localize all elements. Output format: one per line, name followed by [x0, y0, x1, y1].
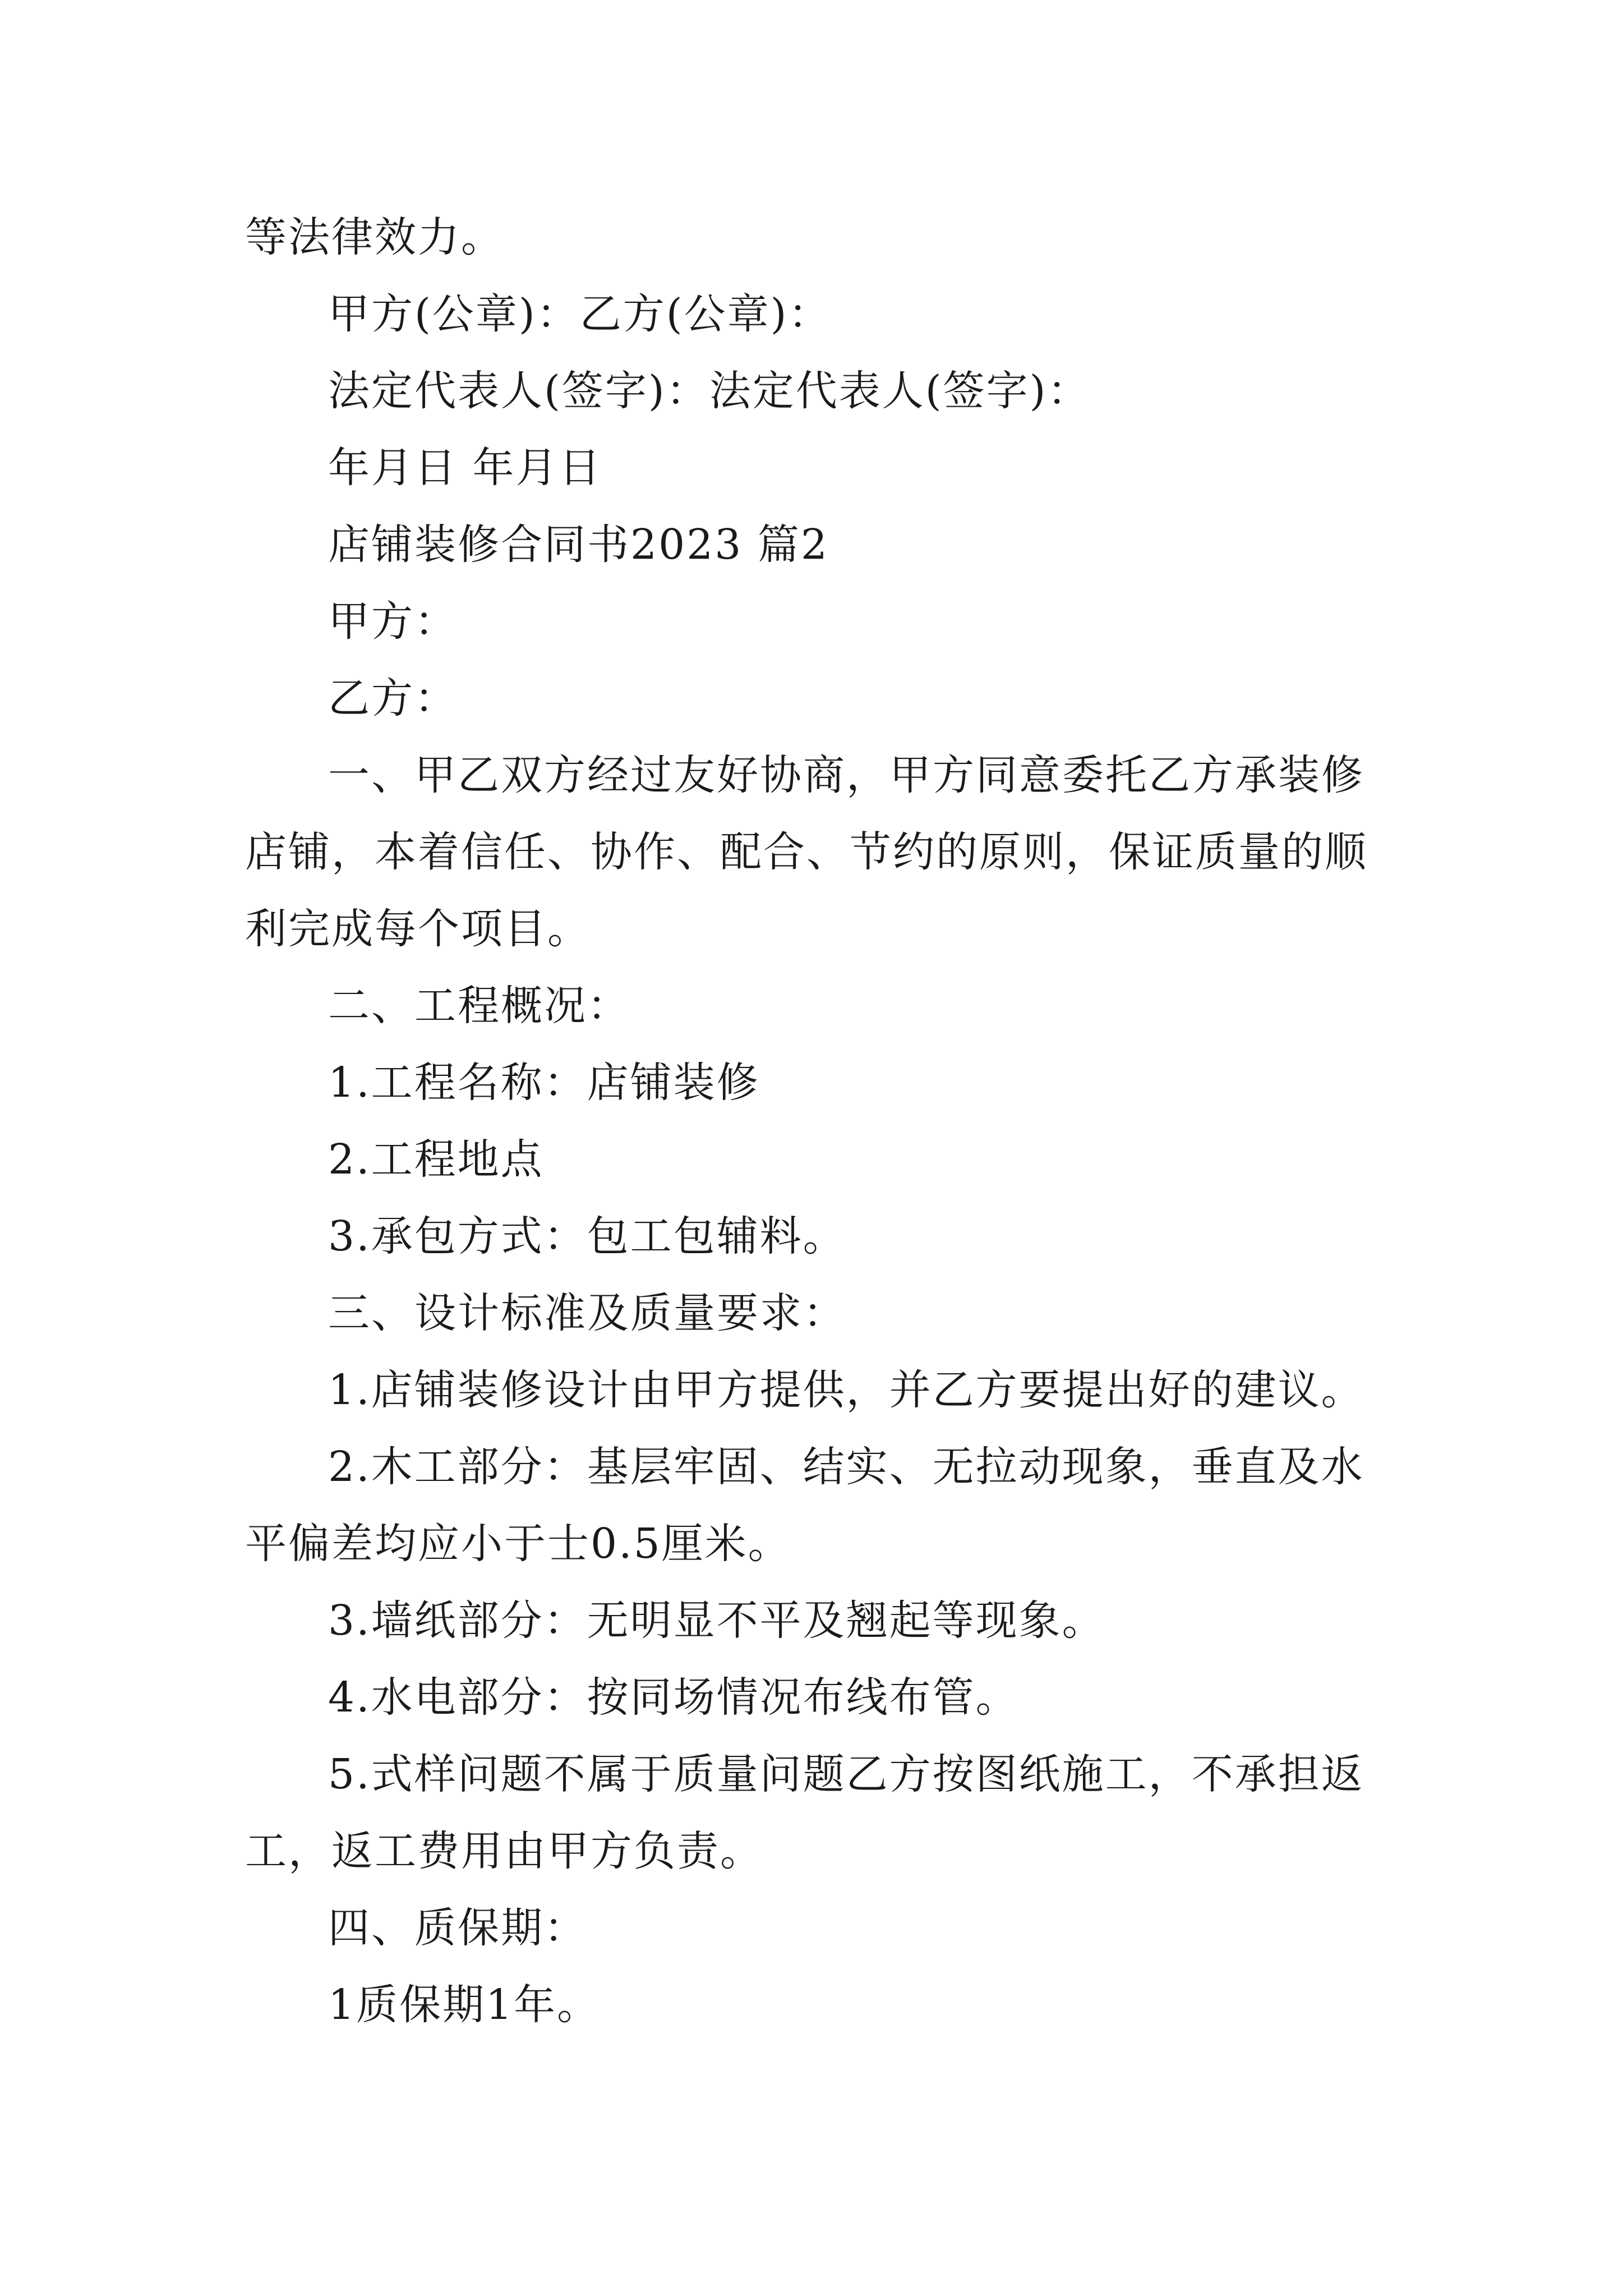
paragraph-party-b: 乙方： — [328, 674, 458, 723]
paragraph-plumbing-electric: 4.水电部分：按同场情况布线布管。 — [328, 1673, 1019, 1722]
paragraph-date-line: 年月日 年月日 — [328, 444, 602, 492]
contract-text — [245, 199, 1389, 2044]
section-title: 店铺装修合同书2023 篇2 — [328, 521, 829, 569]
paragraph-project-name: 1.工程名称：店铺装修 — [328, 1059, 760, 1107]
paragraph-style-issue: 5.式样问题不属于质量问题乙方按图纸施工，不承担返工，返工费用由甲方负责。 — [245, 1750, 1364, 1875]
paragraph-clause-3-heading: 三、设计标准及质量要求： — [328, 1289, 846, 1337]
paragraph-seal-line: 甲方(公章)：乙方(公章)： — [328, 290, 832, 338]
paragraph-wallpaper: 3.墙纸部分：无明显不平及翘起等现象。 — [328, 1596, 1105, 1645]
paragraph-clause-4-heading: 四、质保期： — [328, 1904, 587, 1952]
paragraph-signature-line: 法定代表人(签字)：法定代表人(签字)： — [328, 367, 1091, 415]
paragraph-contract-method: 3.承包方式：包工包辅料。 — [328, 1212, 846, 1260]
paragraph-carpentry: 2.木工部分：基层牢固、结实、无拉动现象，垂直及水平偏差均应小于士0.5厘米。 — [245, 1443, 1364, 1568]
paragraph-warranty: 1质保期1年。 — [328, 1981, 601, 2029]
paragraph-clause-1: 一、甲乙双方经过友好协商，甲方同意委托乙方承装修店铺，本着信任、协作、配合、节约的原则，保证质量的顺利完成每个项目。 — [245, 751, 1368, 953]
paragraph-clause-2-heading: 二、工程概况： — [328, 982, 630, 1030]
paragraph-design: 1.店铺装修设计由甲方提供，并乙方要提出好的建议。 — [328, 1366, 1364, 1414]
paragraph-legal-effect: 等法律效力。 — [245, 213, 504, 261]
paragraph-project-location: 2.工程地点 — [328, 1135, 544, 1184]
paragraph-party-a: 甲方： — [328, 597, 458, 646]
